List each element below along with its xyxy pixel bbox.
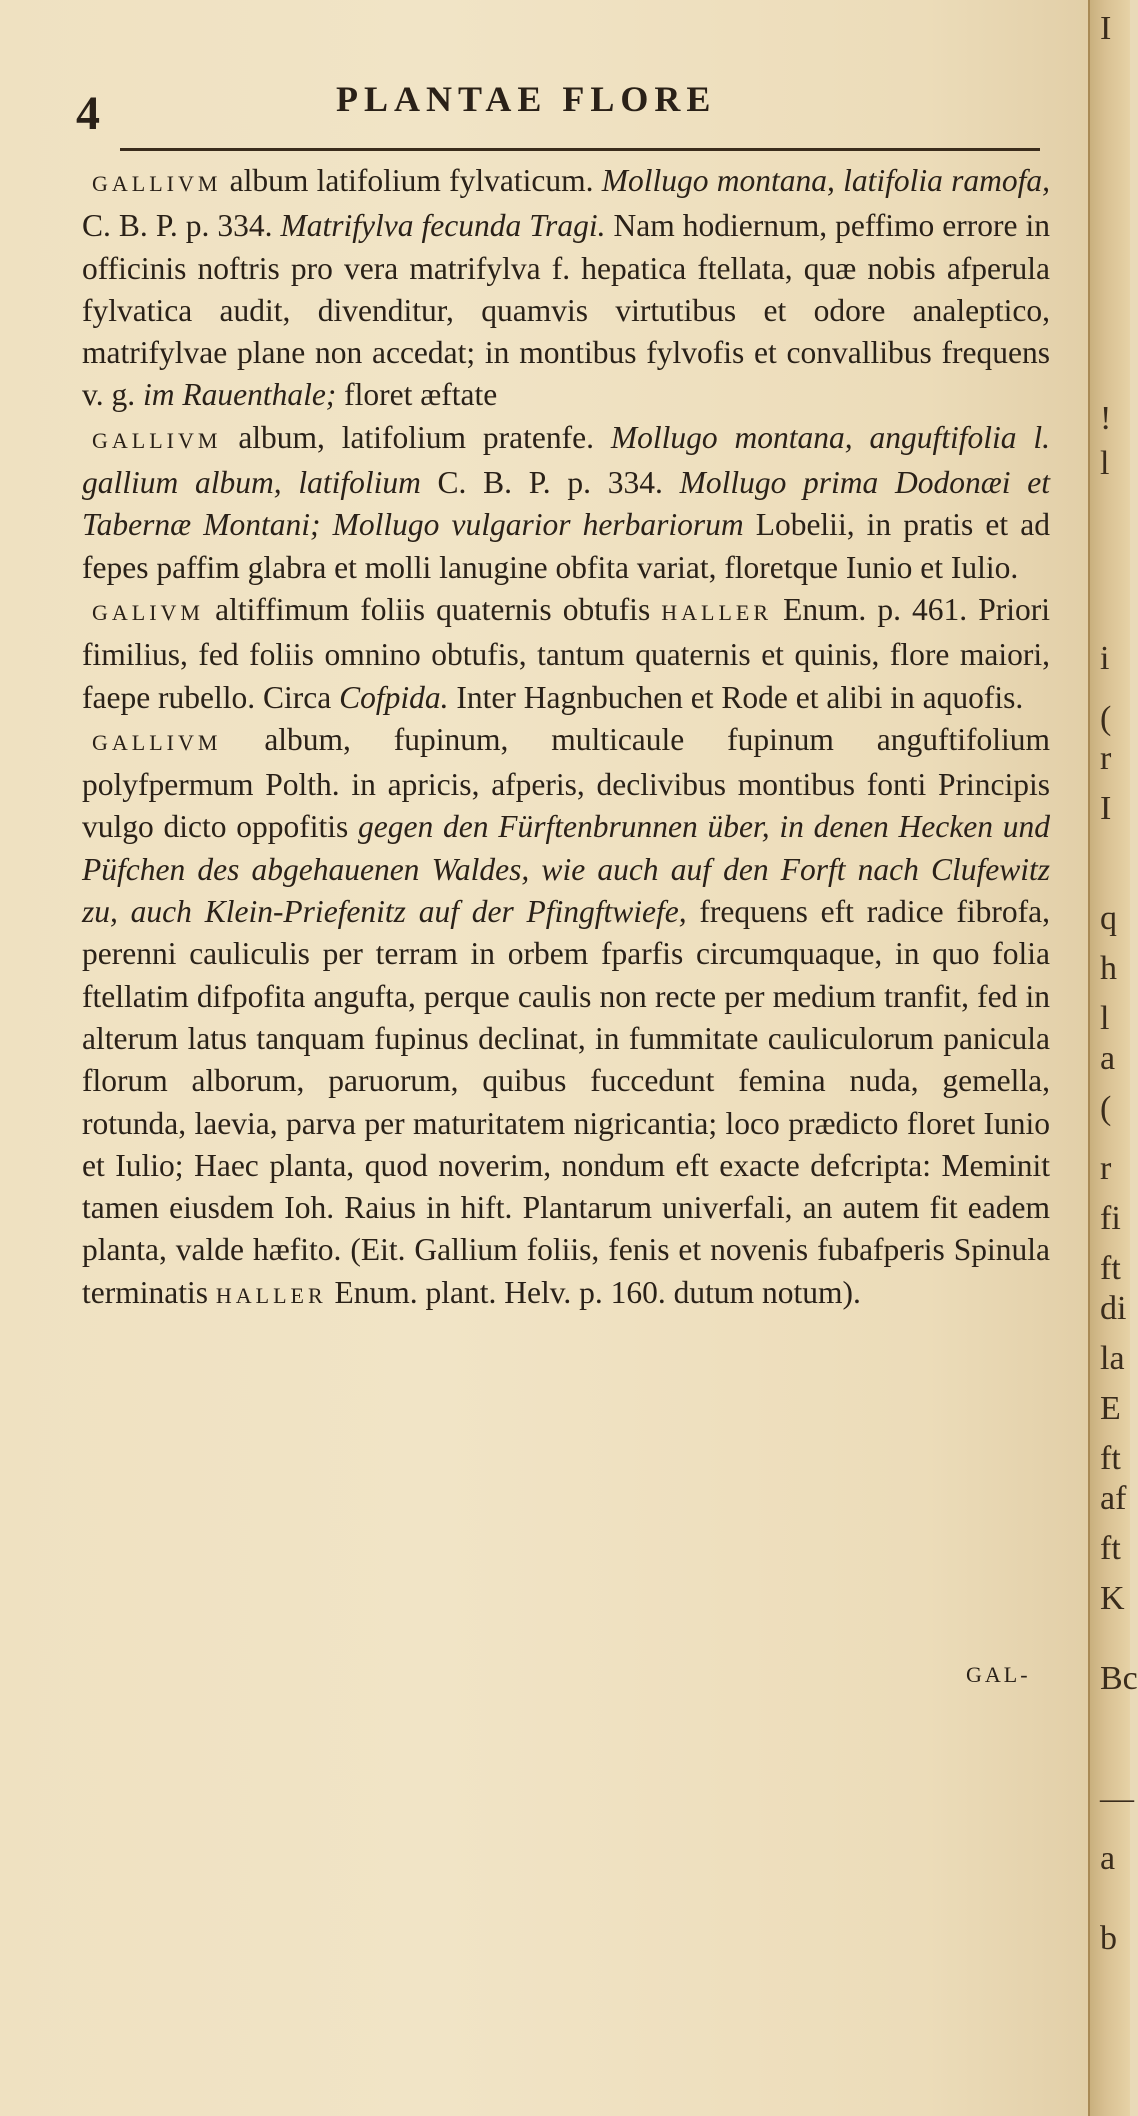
- facing-page-letter: a: [1100, 1040, 1116, 1077]
- facing-page-letter: !: [1100, 400, 1112, 437]
- text-run: album, latifolium pratenfe.: [221, 419, 611, 455]
- facing-page-letter: q: [1100, 900, 1117, 937]
- facing-page-letter: r: [1100, 740, 1112, 777]
- author-name: HALLER: [215, 1282, 327, 1308]
- entry-paragraph: [82, 160, 1050, 417]
- entry-paragraph: [82, 589, 1050, 719]
- italic-run: im Rauenthale;: [142, 377, 337, 413]
- facing-page-letter: l: [1100, 445, 1110, 482]
- text-run: floret æftate: [336, 377, 498, 413]
- text-run: album, fupinum, multicaule fupinum anguftifolium polyfpermum Polth. in apricis, afperis, declivibus montibus fonti Principis vulgo dicto oppofitis: [82, 721, 1050, 845]
- text-run: frequens eft radice fibrofa, perenni cauliculis per terram in orbem fparfis circumquaque, in quo folia ftellatim difpofita angufta, perque caulis non recte per medium tranfit, fed in alterum latus tanquam fupinus declinat, in fummitate cauliculorum panicula florum alborum, paruorum, quibus fuccedunt femina nuda, gemella, rotunda, laevia, parva per maturitatem nigricantia; loco prædicto floret Iunio et Iulio; Haec planta, quod noverim, nondum eft exacte defcripta: Meminit tamen eiusdem Ioh. Raius in hift. Plantarum univerfali, an autem fit eadem planta, valde hæfito. (Eit. Gallium foliis, fenis et novenis fubafperis Spinula terminatis: [82, 894, 1050, 1310]
- text-run: C. B. P. p. 334.: [420, 465, 680, 501]
- facing-page-letter: K: [1100, 1580, 1125, 1617]
- facing-page-letter: ft: [1100, 1530, 1121, 1567]
- author-name: HALLER: [661, 599, 773, 625]
- genus-name: GALLIVM: [92, 171, 222, 196]
- facing-page-letter: ft: [1100, 1250, 1121, 1287]
- facing-page-letter: af: [1100, 1480, 1127, 1517]
- header-rule: [120, 148, 1040, 151]
- facing-page-letter: b: [1100, 1920, 1117, 1957]
- text-run: Inter Hagnbuchen et Rode et alibi in aquofis.: [448, 679, 1024, 715]
- genus-name: GALIVM: [92, 599, 204, 625]
- facing-page-letter: la: [1100, 1340, 1125, 1377]
- genus-name: GALLIVM: [92, 427, 222, 453]
- facing-page-letter: h: [1100, 950, 1117, 987]
- facing-page-letter: l: [1100, 1000, 1110, 1037]
- text-run: album latifolium fylvaticum.: [221, 163, 602, 198]
- text-run: Enum. plant. Helv. p. 160. dutum notum).: [326, 1274, 861, 1310]
- running-title: PLANTAE FLORE: [336, 79, 717, 119]
- facing-page-letter: ft: [1100, 1440, 1121, 1477]
- facing-page-letter: fi: [1100, 1200, 1121, 1237]
- facing-page-letter: i: [1100, 640, 1110, 677]
- facing-page-edge: [1088, 0, 1138, 2116]
- italic-run: Matrifylva fecunda Tragi.: [280, 208, 606, 244]
- facing-page-letter: (: [1100, 1090, 1112, 1127]
- facing-page-letter: E: [1100, 1390, 1121, 1427]
- facing-page-letter: di: [1100, 1290, 1127, 1327]
- catchword: GAL-: [966, 1662, 1031, 1687]
- italic-run: gegen den Fürftenbrunnen über, in denen Hecken und Püfchen des abgehauenen Waldes, wie auch auf den Forft nach Clufewitz zu, auch Klein-Priefenitz auf der Pfingftwiefe,: [82, 809, 1050, 930]
- facing-page-letter: Bc: [1100, 1660, 1138, 1697]
- text-run: Nam hodiernum, peffimo errore in officinis noftris pro vera matrifylva f. hepatica ftellata, quæ nobis afperula fylvatica audit, divenditur, quamvis virtutibus et odore analeptico, matrifylvae plane non accedat; in montibus fylvofis et convallibus frequens v. g.: [82, 208, 1050, 413]
- genus-name: GALLIVM: [92, 729, 222, 755]
- body-text: [82, 160, 1050, 1317]
- entry-paragraph: [82, 417, 1050, 589]
- facing-page-letter: I: [1100, 790, 1112, 827]
- text-run: Enum. p. 461. Priori fimilius, fed foliis omnino obtufis, tantum quaternis et quinis, flore maiori, faepe rubello. Circa: [82, 591, 1050, 715]
- entry-paragraph: [82, 719, 1050, 1317]
- facing-page-letter: (: [1100, 700, 1112, 737]
- facing-page-letter: r: [1100, 1150, 1112, 1187]
- facing-page-letter: I: [1100, 10, 1112, 47]
- text-run: altiffimum foliis quaternis obtufis: [204, 591, 662, 627]
- italic-run: Cofpida.: [339, 679, 449, 715]
- italic-run: Mollugo prima Dodonæi et Tabernæ Montani; Mollugo vulgarior herbariorum: [82, 465, 1050, 543]
- text-run: Lobelii, in pratis et ad fepes paffim glabra et molli lanugine obfita variat, floretque Iunio et Iulio.: [82, 507, 1050, 585]
- facing-page-letter: —: [1100, 1780, 1134, 1817]
- facing-page-letter: a: [1100, 1840, 1116, 1877]
- page-number: 4: [76, 87, 100, 140]
- text-run: C. B. P. p. 334.: [82, 208, 281, 244]
- italic-run: Mollugo montana, latifolia ramofa,: [601, 163, 1050, 198]
- italic-run: Mollugo montana, anguftifolia l. gallium album, latifolium: [82, 419, 1051, 501]
